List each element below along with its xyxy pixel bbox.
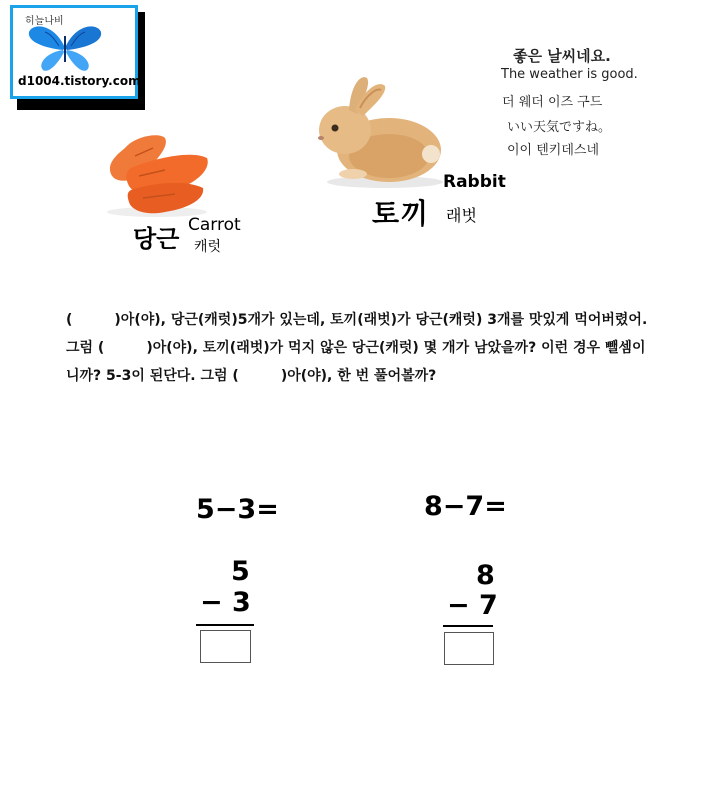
problem-1-minuend: 5 xyxy=(231,556,250,587)
carrot-korean-label: 당근 xyxy=(133,225,180,253)
greeting-english-pronunciation: 더 웨더 이즈 구드 xyxy=(502,95,603,110)
rabbit-image xyxy=(305,70,445,190)
carrot-english-label: Carrot xyxy=(188,215,241,235)
carrot-image xyxy=(95,128,215,220)
problem-2-divider xyxy=(443,625,493,627)
logo-title: 히늘나비 xyxy=(25,16,64,27)
greeting-japanese-pronunciation: 이이 텐키데스네 xyxy=(507,143,600,158)
greeting-english: The weather is good. xyxy=(501,67,638,82)
problem-2-answer-box[interactable] xyxy=(444,632,494,665)
equation-2: 8−7= xyxy=(424,491,507,522)
problem-1-subtrahend: − 3 xyxy=(200,587,251,618)
greeting-title: 좋은 날씨네요. xyxy=(513,47,611,65)
story-paragraph: ( )아(야), 당근(캐럿)5개가 있는데, 토끼(래벗)가 당근(캐럿) 3개를 맛있게 먹어버렸어. 그럼 ( )아(야), 토끼(래벗)가 먹지 않은 당근(캐럿) 몇 개가 남았을까? 이런 경우 뺄셈이니까? 5-3이 된단다. 그럼 ( )아(야), 한 번 풀어볼까? xyxy=(66,312,648,384)
problem-1-divider xyxy=(196,624,254,626)
greeting-japanese: いい天気ですね。 xyxy=(507,120,612,135)
butterfly-icon xyxy=(25,22,105,74)
rabbit-pronunciation-label: 래벗 xyxy=(446,206,477,225)
problem-2-subtrahend: − 7 xyxy=(447,590,498,621)
equation-1: 5−3= xyxy=(196,494,279,525)
blog-logo[interactable] xyxy=(10,5,141,99)
carrot-pronunciation-label: 캐럿 xyxy=(194,239,222,255)
rabbit-korean-label: 토끼 xyxy=(372,197,431,230)
logo-url[interactable]: d1004.tistory.com xyxy=(18,74,141,88)
rabbit-english-label: Rabbit xyxy=(443,172,506,192)
problem-2-minuend: 8 xyxy=(476,560,495,591)
problem-1-answer-box[interactable] xyxy=(200,630,251,663)
